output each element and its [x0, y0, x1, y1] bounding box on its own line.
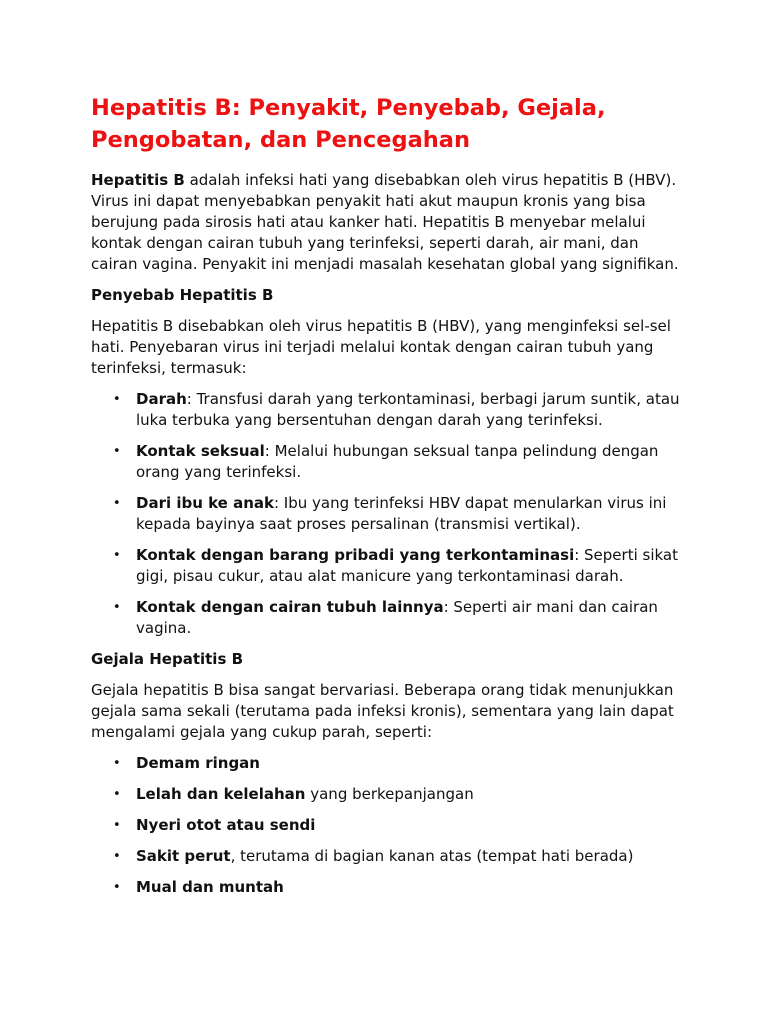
bullet-icon: • — [113, 496, 121, 511]
intro-text: adalah infeksi hati yang disebabkan oleh virus hepatitis B (HBV). Virus ini dapat menyebabkan penyakit hati akut maupun kronis yang bisa berujung pada sirosis hati atau kanker hati. Hepatitis B menyebar melalui kontak dengan cairan tubuh yang terinfeksi, seperti darah, air mani, dan cairan vagina. Penyakit ini menjadi masalah kesehatan global yang signifikan. — [91, 171, 679, 273]
list-item-text: : Melalui hubungan seksual tanpa pelindung dengan orang yang terinfeksi. — [136, 442, 659, 481]
list-item-text: : Seperti air mani dan cairan vagina. — [136, 598, 658, 637]
intro-term: Hepatitis B — [91, 171, 185, 189]
list-item — [113, 545, 681, 587]
symptoms-heading: Gejala Hepatitis B — [91, 650, 244, 668]
list-item-text: : Ibu yang terinfeksi HBV dapat menularkan virus ini kepada bayinya saat proses persalinan (transmisi vertikal). — [136, 494, 667, 533]
list-item-term: Kontak seksual — [136, 442, 265, 460]
bullet-icon: • — [113, 818, 121, 833]
list-item-term: Sakit perut — [136, 847, 231, 865]
list-item-term: Mual dan muntah — [136, 878, 284, 896]
list-item-term: Darah — [136, 390, 187, 408]
causes-list — [91, 389, 681, 639]
symptoms-list — [91, 753, 681, 898]
list-item-term: Kontak dengan barang pribadi yang terkontaminasi — [136, 546, 575, 564]
bullet-icon: • — [113, 600, 121, 615]
list-item-term: Lelah dan kelelahan — [136, 785, 306, 803]
bullet-icon: • — [113, 756, 121, 771]
list-item — [113, 846, 681, 867]
list-item — [113, 493, 681, 535]
list-item-text: , terutama di bagian kanan atas (tempat hati berada) — [230, 847, 634, 865]
bullet-icon: • — [113, 392, 121, 407]
bullet-icon: • — [113, 548, 121, 563]
list-item-term: Dari ibu ke anak — [136, 494, 274, 512]
bullet-icon: • — [113, 880, 121, 895]
list-item — [113, 815, 681, 836]
list-item-text: : Transfusi darah yang terkontaminasi, berbagi jarum suntik, atau luka terbuka yang bersentuhan dengan darah yang terinfeksi. — [136, 390, 680, 429]
intro-paragraph — [91, 170, 681, 275]
bullet-icon: • — [113, 787, 121, 802]
list-item-term: Demam ringan — [136, 754, 260, 772]
list-item-text: yang berkepanjangan — [305, 785, 474, 803]
causes-paragraph: Hepatitis B disebabkan oleh virus hepatitis B (HBV), yang menginfeksi sel-sel hati. Penyebaran virus ini terjadi melalui kontak dengan cairan tubuh yang terinfeksi, termasuk: — [91, 317, 671, 377]
symptoms-paragraph: Gejala hepatitis B bisa sangat bervariasi. Beberapa orang tidak menunjukkan gejala sama sekali (terutama pada infeksi kronis), sementara yang lain dapat mengalami gejala yang cukup parah, seperti: — [91, 681, 674, 741]
document-page — [91, 92, 681, 908]
page-title: Hepatitis B: Penyakit, Penyebab, Gejala, Pengobatan, dan Pencegahan — [91, 95, 606, 153]
list-item — [113, 389, 681, 431]
list-item — [113, 877, 681, 898]
list-item — [113, 753, 681, 774]
list-item-text: : Seperti sikat gigi, pisau cukur, atau alat manicure yang terkontaminasi darah. — [136, 546, 679, 585]
bullet-icon: • — [113, 849, 121, 864]
list-item — [113, 784, 681, 805]
list-item — [113, 597, 681, 639]
list-item-term: Nyeri otot atau sendi — [136, 816, 316, 834]
causes-heading: Penyebab Hepatitis B — [91, 286, 274, 304]
bullet-icon: • — [113, 444, 121, 459]
list-item-term: Kontak dengan cairan tubuh lainnya — [136, 598, 444, 616]
list-item — [113, 441, 681, 483]
